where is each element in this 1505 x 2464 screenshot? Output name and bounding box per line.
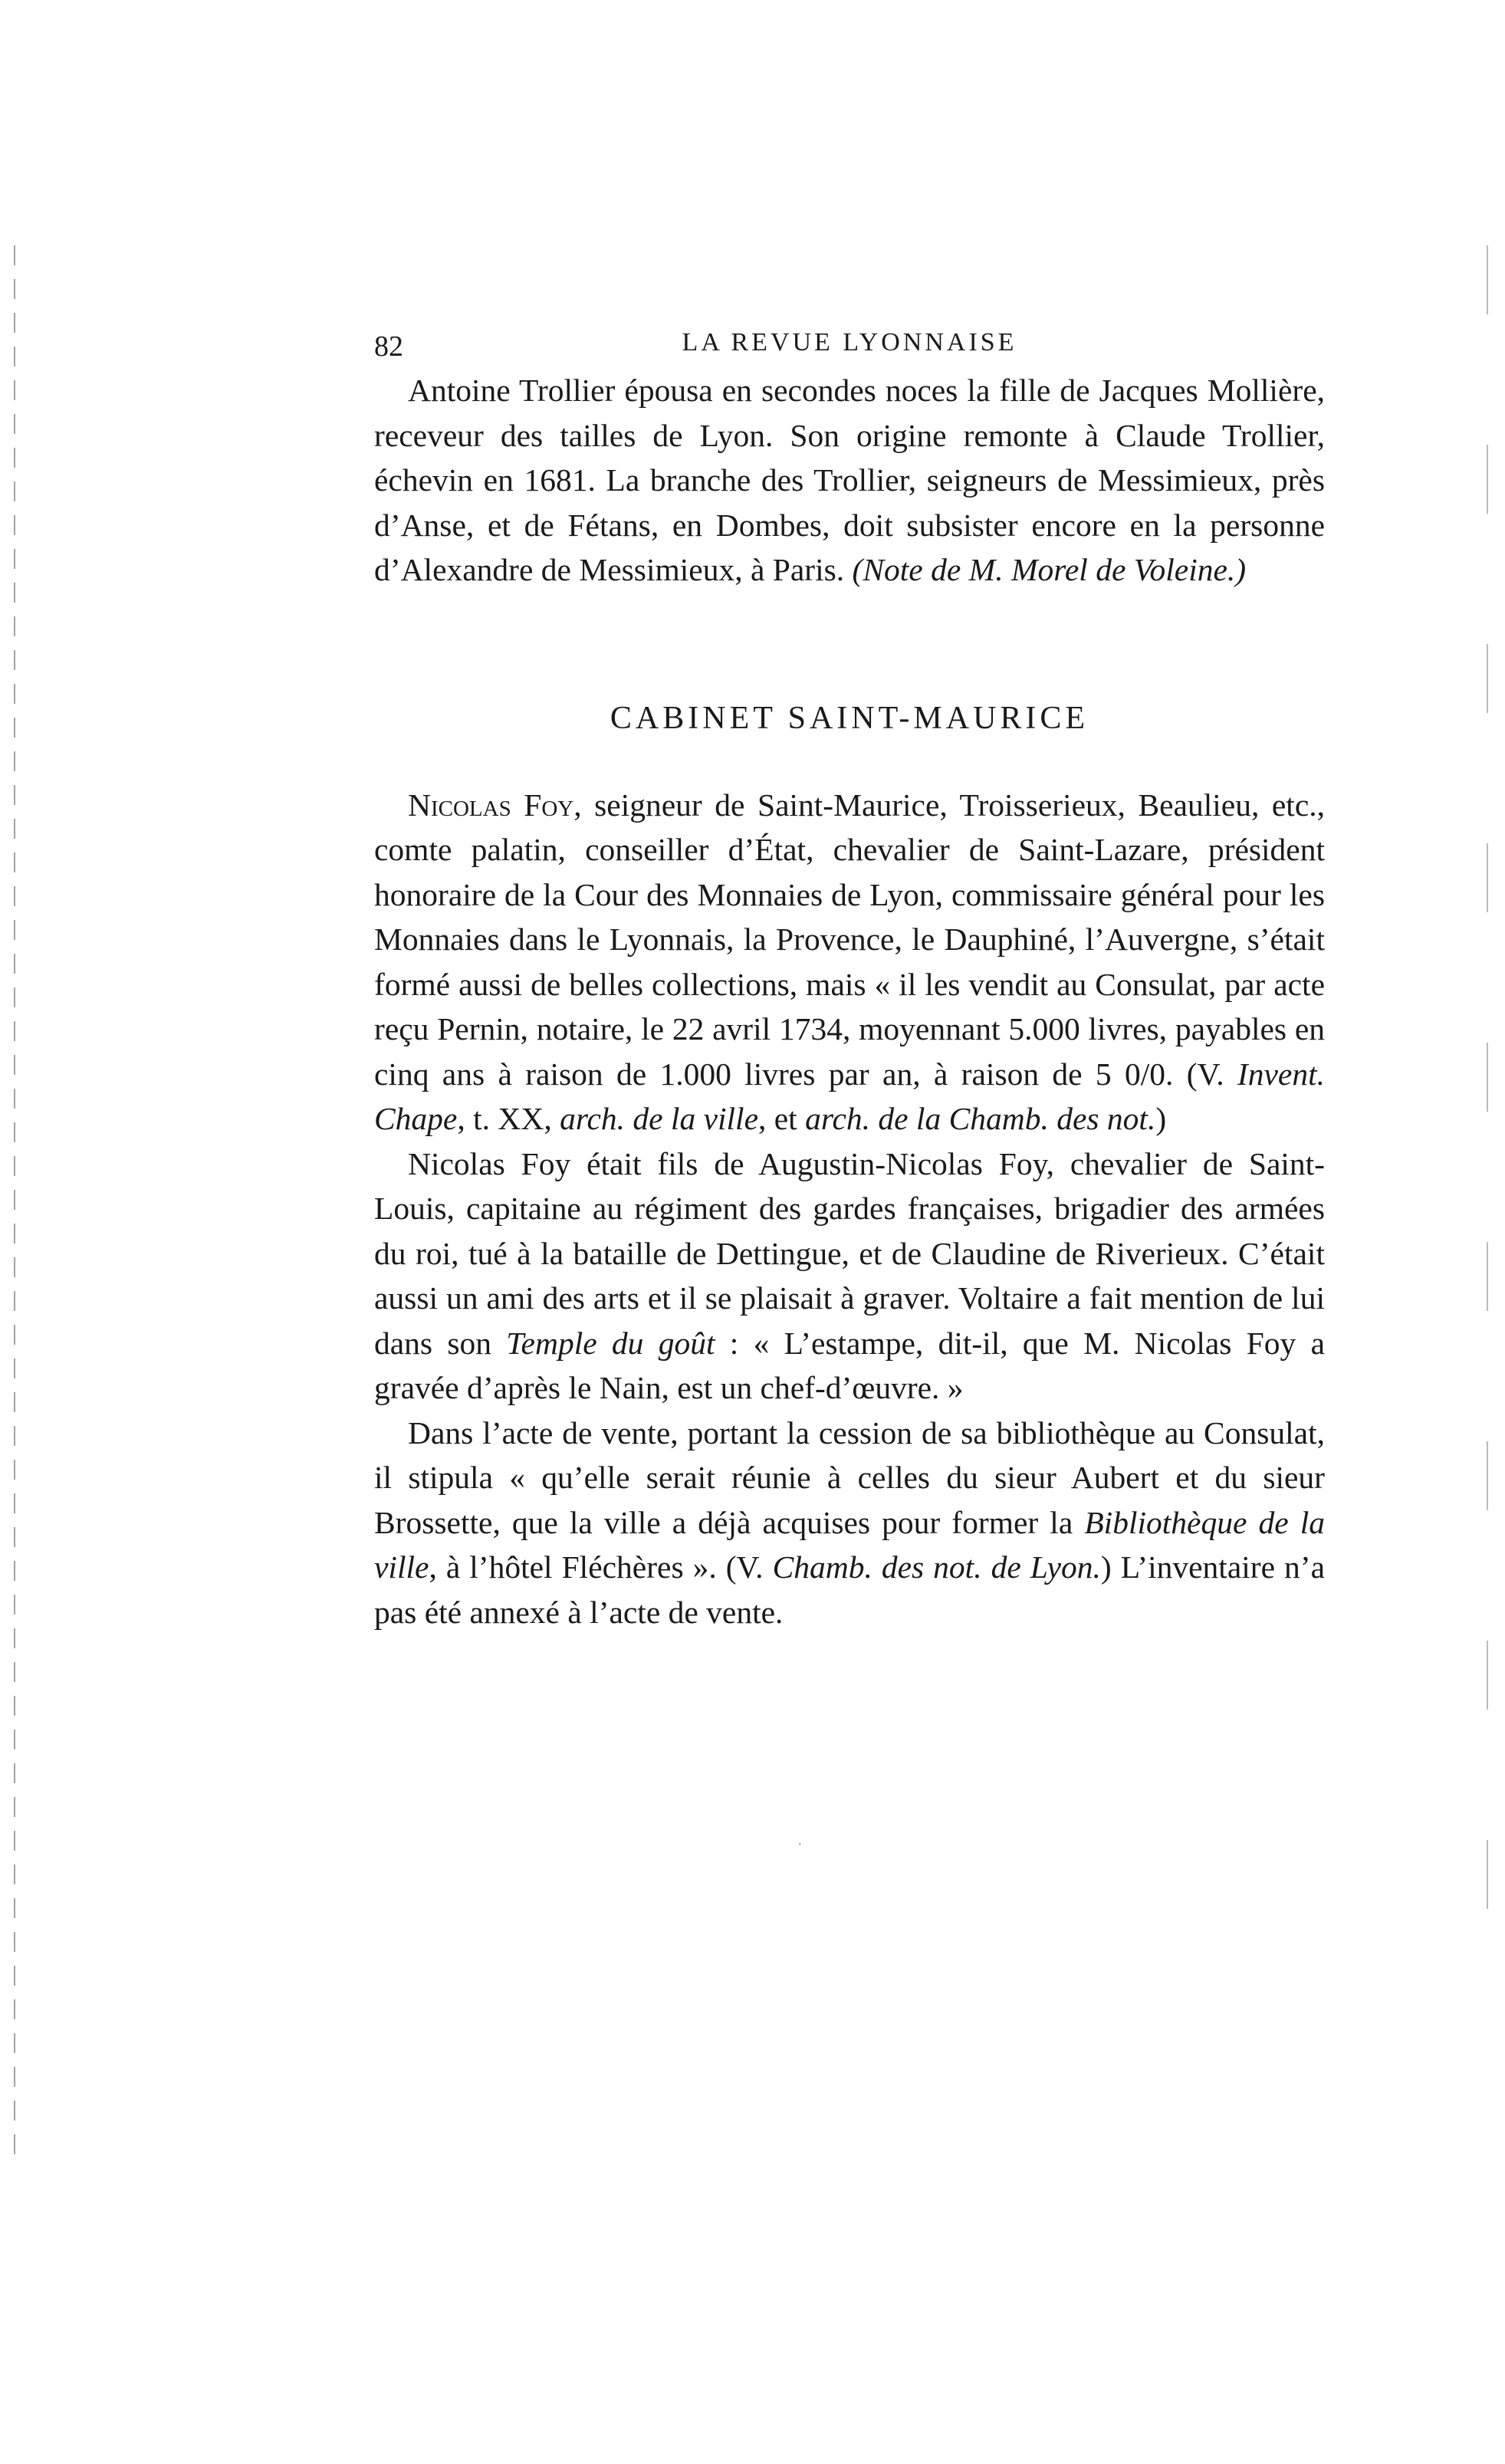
- paragraph1-ital-b: arch. de la ville: [560, 1101, 759, 1136]
- journal-title: LA REVUE LYONNAISE: [682, 328, 1017, 356]
- ink-speck: ·: [797, 1836, 803, 1853]
- paragraph3-ital-a: Bibliothèque de la ville: [374, 1504, 1325, 1585]
- running-head: [374, 322, 1325, 368]
- paragraph1-ital-a: Invent. Chape: [374, 1056, 1325, 1136]
- paragraph3-text-c: ) L’inventaire n’a pas été annexé à l’acte de vente.: [374, 1549, 1326, 1630]
- section-heading: CABINET SAINT-MAURICE: [610, 700, 1089, 736]
- paragraph-sale-act: [374, 1411, 1325, 1635]
- paragraph3-text-b: , à l’hôtel Fléchères ». (V.: [429, 1549, 773, 1585]
- paragraph1-ital-c: arch. de la Chamb. des not.: [805, 1101, 1156, 1136]
- scan-right-edge: [1487, 245, 1488, 1932]
- paragraph-family: [374, 1142, 1325, 1411]
- paragraph3-ital-b: Chamb. des not. de Lyon.: [772, 1549, 1101, 1585]
- document-page: [374, 322, 1325, 1634]
- scan-left-edge: [14, 245, 15, 2162]
- paragraph1-text-a: , seigneur de Saint-Maurice, Troisserieux, Beaulieu, etc., comte palatin, conseiller d’État, chevalier de Saint-Lazare, président honoraire de la Cour des Monnaies de Lyon, commissaire général pour les Monnaies dans le Lyonnais, la Provence, le Dauphiné, l’Auvergne, s’était formé aussi de belles collections, mais « il les vendit au Consulat, par acte reçu Pernin, notaire, le 22 avril 1734, moyennant 5.000 livres, payables en cinq ans à raison de 1.000 livres par an, à raison de 5 0/0. (V.: [374, 787, 1325, 1092]
- page-number: 82: [374, 330, 403, 363]
- paragraph1-text-b: , t. XX,: [457, 1101, 560, 1136]
- paragraph2-text-a: Nicolas Foy était fils de Augustin-Nicolas Foy, chevalier de Saint-Louis, capitaine au régiment des gardes françaises, brigadier des armées du roi, tué à la bataille de Dettingue, et de Claudine de Riverieux. C’était aussi un ami des arts et il se plaisait à graver. Voltaire a fait mention de lui dans son: [374, 1145, 1325, 1361]
- paragraph-nicolas-foy: [374, 783, 1325, 1142]
- person-name-last: Foy: [524, 787, 574, 823]
- paragraph3-text-a: Dans l’acte de vente, portant la cession de sa bibliothèque au Consulat, il stipula « qu’elle serait réunie à celles du sieur Aubert et du sieur Brossette, que la ville a déjà acquises pour former la: [374, 1414, 1325, 1540]
- paragraph1-text-d: ): [1155, 1101, 1167, 1136]
- intro-note: (Note de M. Morel de Voleine.): [852, 552, 1247, 587]
- paragraph2-ital-a: Temple du goût: [506, 1325, 715, 1361]
- paragraph1-text-c: , et: [758, 1101, 806, 1136]
- intro-text: Antoine Trollier épousa en secondes noces la fille de Jacques Mollière, receveur des tailles de Lyon. Son origine remonte à Claude Trollier, échevin en 1681. La branche des Trollier, seigneurs de Messimieux, près d’Anse, et de Fétans, en Dombes, doit subsister encore en la personne d’Alexandre de Messimieux, à Paris.: [374, 373, 1325, 587]
- person-name-first: Nicolas: [408, 787, 511, 823]
- paragraph2-text-b: : « L’estampe, dit-il, que M. Nicolas Foy a gravée d’après le Nain, est un chef-d’œuvre. »: [374, 1325, 1325, 1405]
- intro-paragraph: [374, 368, 1325, 593]
